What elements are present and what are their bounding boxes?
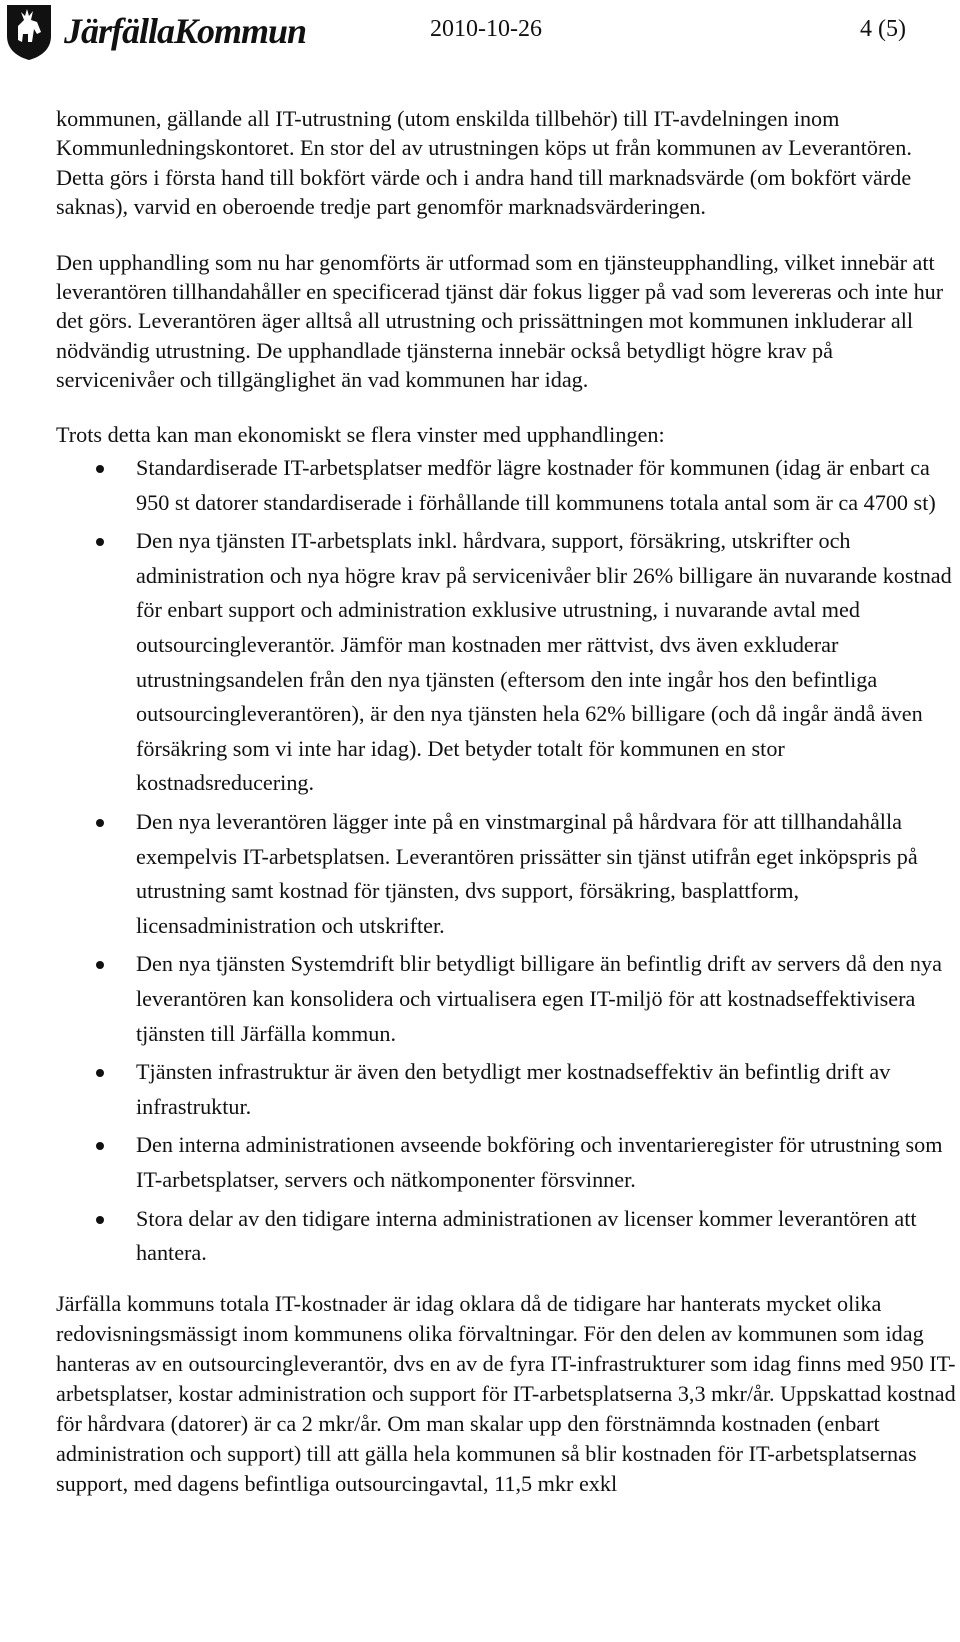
list-item-text: Den nya tjänsten Systemdrift blir betydligt billigare än befintlig drift av servers då den nya leverantören kan konsolidera och virtualisera egen IT-miljö för att kostnadseffektivisera tjänsten till Järfälla kommun. — [136, 951, 942, 1046]
benefits-list — [56, 451, 956, 1271]
paragraph-intro: Trots detta kan man ekonomiskt se flera vinster med upphandlingen: — [56, 422, 665, 448]
bullet-icon — [96, 538, 104, 546]
document-body — [56, 104, 956, 1499]
list-item-text: Den nya leverantören lägger inte på en vinstmarginal på hårdvara för att tillhandahålla exempelvis IT-arbetsplatsen. Leverantören prissätter sin tjänst utifrån eget inköpspris på utrustning samt kostnad för tjänsten, dvs support, försäkring, basplattform, licensadministration och utskrifter. — [136, 809, 918, 938]
list-item — [56, 451, 956, 520]
document-date: 2010-10-26 — [430, 16, 542, 42]
list-item — [56, 805, 956, 943]
paragraph: kommunen, gällande all IT-utrustning (utom enskilda tillbehör) till IT-avdelningen inom Kommunledningskontoret. En stor del av utrustningen köps ut från kommunen av Leverantören. Detta görs i första hand till bokfört värde och i andra hand till marknadsvärde (om bokfört värde saknas), varvid en oberoende tredje part genomför marknadsvärderingen. — [56, 106, 912, 220]
bullet-icon — [96, 961, 104, 969]
list-item-text: Stora delar av den tidigare interna administrationen av licenser kommer leverantören att hantera. — [136, 1205, 917, 1266]
page-header — [0, 0, 960, 64]
list-item-text: Standardiserade IT-arbetsplatser medför lägre kostnader för kommunen (idag är enbart ca 950 st datorer standardiserade i förhållande till kommunens totala antal som är ca 4700 st) — [136, 455, 936, 515]
list-item-text: Tjänsten infrastruktur är även den betydligt mer kostnadseffektiv än befintlig drift av infrastruktur. — [136, 1059, 891, 1119]
list-item — [56, 947, 956, 1051]
list-item — [56, 1055, 956, 1124]
list-item — [56, 524, 956, 801]
paragraph: Den upphandling som nu har genomförts är utformad som en tjänsteupphandling, vilket innebär att leverantören tillhandahåller en specificerad tjänst där fokus ligger på vad som levereras och inte hur det görs. Leverantören äger alltså all utrustning och prissättningen mot kommunen inkluderar all nödvändig utrustning. De upphandlade tjänsterna innebär också betydligt högre krav på servicenivåer och tillgänglighet än vad kommunen har idag. — [56, 249, 944, 392]
bullet-icon — [96, 819, 104, 827]
bullet-icon — [96, 1142, 104, 1150]
list-item-text: Den interna administrationen avseende bokföring och inventarieregister för utrustning som IT-arbetsplatser, servers och nätkomponenter försvinner. — [136, 1132, 943, 1192]
bullet-icon — [96, 465, 104, 473]
page-number: 4 (5) — [860, 16, 906, 42]
list-item-text: Den nya tjänsten IT-arbetsplats inkl. hårdvara, support, försäkring, utskrifter och administration och nya högre krav på servicenivåer blir 26% billigare än nuvarande kostnad för enbart support och administration exklusive utrustning, i nuvarande avtal med outsourcingleverantör. Jämför man kostnaden mer rättvist, dvs även exkluderar utrustningsandelen från den nya tjänsten (eftersom den inte ingår hos den befintliga outsourcingleverantören), är den nya tjänsten hela 62% billigare (och då ingår ändå även försäkring som vi inte har idag). Det betyder totalt för kommunen en stor kostnadsreducering. — [136, 528, 952, 796]
list-item — [56, 1128, 956, 1197]
paragraph: Järfälla kommuns totala IT-kostnader är idag oklara då de tidigare har hanterats mycket olika redovisningsmässigt inom kommunens olika förvaltningar. För den delen av kommunen som idag hanteras av en outsourcingleverantör, dvs en av de fyra IT-infrastrukturer som idag finns med 950 IT-arbetsplatser, kostar administration och support för IT-arbetsplatserna 3,3 mkr/år. Uppskattad kostnad för hårdvara (datorer) är ca 2 mkr/år. Om man skalar upp den förstnämnda kostnaden (enbart administration och support) till att gälla hela kommunen så blir kostnaden för IT-arbetsplatsernas support, med dagens befintliga outsourcingavtal, 11,5 mkr exkl — [56, 1290, 956, 1497]
bullet-icon — [96, 1069, 104, 1077]
list-item — [56, 1202, 956, 1271]
logo-wordmark: JärfällaKommun — [64, 11, 307, 51]
bullet-icon — [96, 1216, 104, 1224]
municipal-crest-icon — [4, 2, 54, 62]
